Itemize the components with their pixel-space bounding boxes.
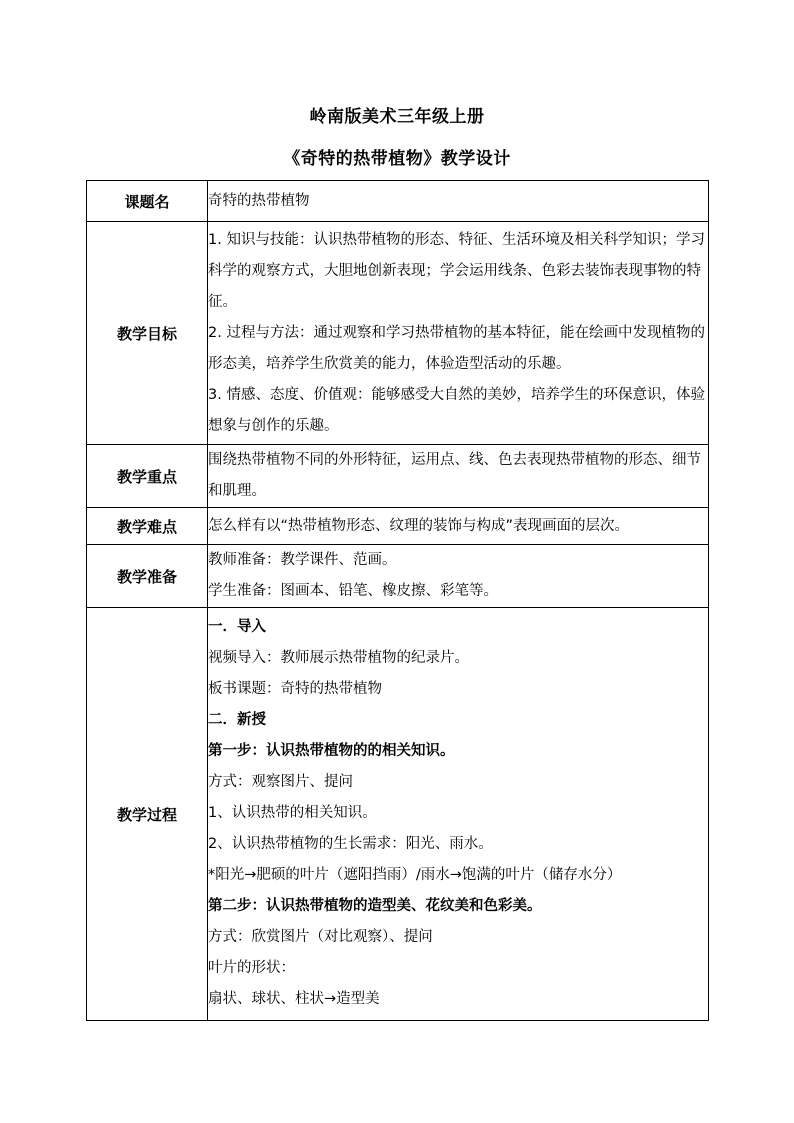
process-heading: 一．导入 xyxy=(208,619,266,635)
process-item: 板书课题：奇特的热带植物 xyxy=(208,681,382,697)
row-label-process: 教学过程 xyxy=(87,608,208,1021)
key-point-text: 围绕热带植物不同的外形特征，运用点、线、色去表现热带植物的形态、细节和肌理。 xyxy=(208,452,701,499)
preparation-item: 教师准备：教学课件、范画。 xyxy=(208,552,397,568)
table-row-difficulties xyxy=(87,508,709,545)
process-item: 方式：欣赏图片（对比观察）、提问 xyxy=(208,929,433,945)
process-item: 扇状、球状、柱状→造型美 xyxy=(208,991,380,1007)
process-step-heading: 第一步：认识热带植物的的相关知识。 xyxy=(208,743,455,759)
document-title: 岭南版美术三年级上册 xyxy=(309,107,485,127)
row-label-goals: 教学目标 xyxy=(87,222,208,445)
process-item: 视频导入：教师展示热带植物的纪录片。 xyxy=(208,650,469,666)
process-item: 2、认识热带植物的生长需求：阳光、雨水。 xyxy=(208,836,493,852)
table-row-process xyxy=(87,608,709,1021)
process-item: *阳光→肥硕的叶片（遮阳挡雨）/雨水→饱满的叶片（储存水分） xyxy=(208,867,622,883)
process-item: 叶片的形状： xyxy=(208,960,295,976)
row-label-key-points: 教学重点 xyxy=(87,445,208,508)
row-content-goals xyxy=(208,222,709,445)
difficulty-text: 怎么样有以“热带植物形态、纹理的装饰与构成”表现画面的层次。 xyxy=(208,518,630,534)
process-item: 方式：观察图片、提问 xyxy=(208,774,353,790)
table-row-preparation xyxy=(87,545,709,608)
goal-item: 2. 过程与方法：通过观察和学习热带植物的基本特征，能在绘画中发现植物的形态美，培养学生欣赏美的能力，体验造型活动的乐趣。 xyxy=(208,324,705,372)
table-row-key-points xyxy=(87,445,709,508)
process-heading: 二．新授 xyxy=(208,712,266,728)
table-row-topic xyxy=(87,181,709,222)
goal-item: 3. 情感、态度、价值观：能够感受大自然的美妙，培养学生的环保意识，体验想象与创作的乐趣。 xyxy=(208,386,705,434)
document-subtitle: 《奇特的热带植物》教学设计 xyxy=(283,149,511,169)
row-label-topic: 课题名 xyxy=(87,181,208,222)
lesson-plan-table xyxy=(86,180,709,1021)
topic-text: 奇特的热带植物 xyxy=(208,193,310,209)
table-row-goals xyxy=(87,222,709,445)
row-content-preparation xyxy=(208,545,709,608)
row-label-difficulties: 教学难点 xyxy=(87,508,208,545)
process-item: 1、认识热带的相关知识。 xyxy=(208,805,377,821)
row-content-process xyxy=(208,608,709,1021)
row-content-difficulties xyxy=(208,508,709,545)
process-step-heading: 第二步：认识热带植物的造型美、花纹美和色彩美。 xyxy=(208,898,542,914)
preparation-item: 学生准备：图画本、铅笔、橡皮擦、彩笔等。 xyxy=(208,583,498,599)
row-content-key-points xyxy=(208,445,709,508)
goal-item: 1. 知识与技能：认识热带植物的形态、特征、生活环境及相关科学知识；学习科学的观察方式，大胆地创新表现；学会运用线条、色彩去装饰表现事物的特征。 xyxy=(208,231,705,310)
row-label-preparation: 教学准备 xyxy=(87,545,208,608)
row-content-topic xyxy=(208,181,709,222)
